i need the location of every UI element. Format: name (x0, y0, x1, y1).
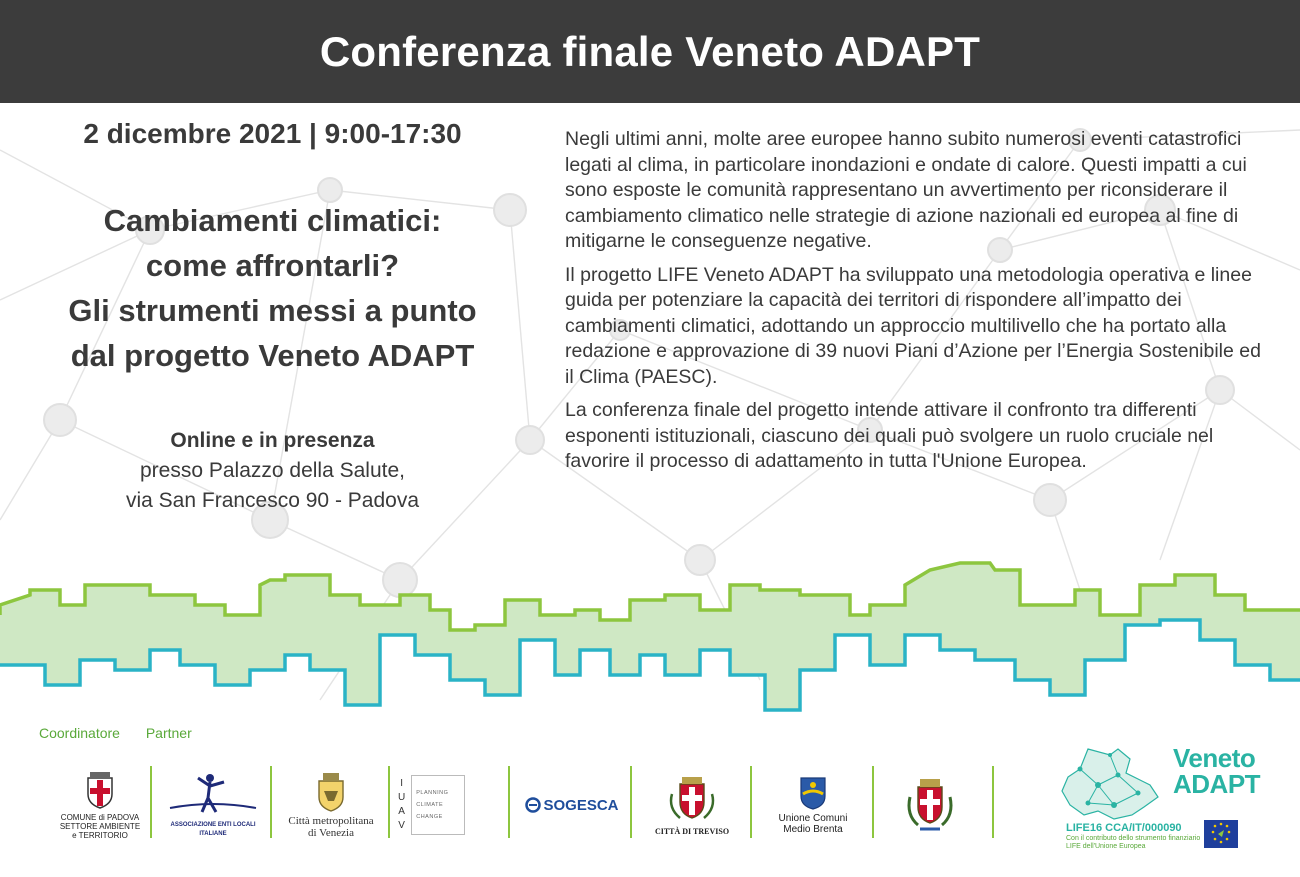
venue-mode: Online e in presenza (170, 429, 375, 452)
veneto-region-network-icon (1058, 745, 1168, 823)
event-venue (20, 426, 525, 516)
brenta-caption: Unione Comuni (778, 812, 848, 824)
padova-caption: COMUNE di PADOVA (60, 813, 140, 822)
logo-divider (508, 766, 510, 838)
padova-caption: SETTORE AMBIENTE (59, 822, 141, 831)
padova-crest-icon (82, 770, 118, 810)
description-paragraph: Negli ultimi anni, molte aree europee hanno subito numerosi eventi catastrofici legati al clima, in particolare inondazioni e ondate di calore. Questi impatti a cui sono esposte le comunità rappresentano un avvertimento per riconsiderare il cambiamento climatico nelle strategie di azione nazionali ed europea al fine di mitigarne le conseguenze negative. (565, 128, 1247, 252)
padova-caption: e TERRITORIO (72, 831, 128, 840)
iuav-word: PLANNING (416, 790, 449, 796)
treviso-crest-icon (666, 774, 718, 824)
iuav-letter: V (398, 820, 405, 831)
venezia-logo (276, 760, 386, 850)
description (565, 127, 1270, 483)
topic-line: Gli strumenti messi a punto (68, 293, 477, 328)
life-project-code: LIFE16 CCA/IT/000090 (1066, 822, 1182, 834)
iuav-word: CLIMATE (416, 802, 444, 808)
logo-divider (992, 766, 994, 838)
brand-name-line: ADAPT (1173, 769, 1261, 799)
venezia-caption: Città metropolitana (288, 815, 374, 827)
iuav-letters (398, 777, 405, 833)
header-bar (0, 0, 1300, 103)
logo-divider (270, 766, 272, 838)
treviso-logo (642, 760, 742, 850)
brenta-logo (758, 760, 868, 850)
association-caption: ASSOCIAZIONE ENTI LOCALI ITALIANE (170, 821, 256, 837)
venue-line: presso Palazzo della Salute, (140, 459, 405, 482)
logo-divider (872, 766, 874, 838)
life-funding-note: Con il contributo dello strumento finanziario LIFE dell'Unione Europea (1066, 835, 1201, 850)
coordinator-label: Coordinatore (39, 725, 120, 741)
topic-line: come affrontarli? (145, 248, 400, 283)
event-topic (20, 198, 525, 378)
iuav-word: CHANGE (416, 814, 443, 820)
logo-divider (750, 766, 752, 838)
event-details (20, 118, 525, 516)
iuav-letter: I (400, 778, 403, 789)
padova-logo (50, 760, 150, 850)
city-skyline-illustration (0, 555, 1300, 725)
topic-line: dal progetto Veneto ADAPT (70, 338, 475, 373)
logo-divider (388, 766, 390, 838)
partner-label: Partner (145, 725, 192, 741)
brenta-crest-icon (799, 776, 827, 810)
tightrope-walker-icon (168, 772, 258, 818)
sogesca-logo (522, 760, 622, 850)
venezia-caption: di Venezia (308, 827, 354, 839)
description-paragraph: La conferenza finale del progetto intende attivare il confronto tra differenti esponenti istituzionali, ciascuno dei quali può svolgere un ruolo cruciale nel favorire il processo di adattamento in tutta l'Unione Europea. (565, 399, 1214, 472)
association-logo (158, 760, 268, 850)
brand-name-line: Veneto (1173, 743, 1256, 773)
treviso-caption: CITTÀ DI TREVISO (654, 827, 730, 836)
eu-life-flag-icon (1204, 820, 1238, 848)
topic-line: Cambiamenti climatici: (103, 203, 442, 238)
iuav-letter: A (398, 806, 405, 817)
brenta-caption: Medio Brenta (783, 823, 843, 835)
veneto-adapt-brand (1058, 745, 1278, 855)
logo-divider (150, 766, 152, 838)
event-date: 2 dicembre 2021 | 9:00-17:30 (83, 118, 462, 149)
municipality-crest-icon (902, 775, 958, 835)
description-paragraph: Il progetto LIFE Veneto ADAPT ha sviluppato una metodologia operativa e linee guida per potenziare la capacità dei territori di rispondere all’impatto dei cambiamenti climatici, adottando un approccio multilivello che ha portato alla redazione e approvazione di 39 nuovi Piani d’Azione per l’Energia Sostenibile ed il Clima (PAESC). (565, 263, 1261, 388)
municipality-logo (880, 760, 980, 850)
venue-line: via San Francesco 90 - Padova (126, 489, 419, 512)
brand-name (1173, 745, 1260, 797)
logo-divider (630, 766, 632, 838)
page-title: Conferenza finale Veneto ADAPT (319, 27, 981, 75)
venezia-crest-icon (314, 771, 348, 813)
sogesca-text: SOGESCA (543, 796, 619, 814)
footer-labels (39, 725, 214, 741)
partner-logos (30, 760, 1050, 850)
sogesca-mark-icon (525, 797, 541, 813)
iuav-logo (398, 760, 498, 850)
iuav-letter: U (398, 792, 406, 803)
iuav-box (411, 775, 465, 835)
